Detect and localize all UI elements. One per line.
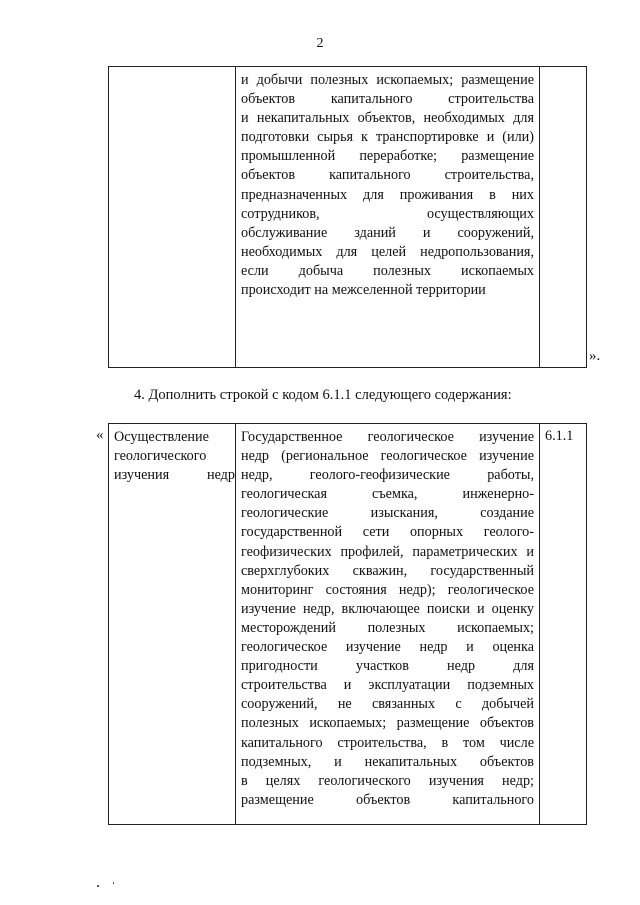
description-line: геологические изыскания, создание [241,505,534,522]
description-line: геологическое изучение недр и оценка [241,639,534,656]
activity-code-cell [540,424,587,825]
description-line: обслуживание зданий и сооружений, [241,224,534,241]
description-line: недр, геолого-геофизические работы, [241,467,534,484]
description-line: государственной сети опорных геолого- [241,524,534,541]
description-line: сотрудников, осуществляющих [241,205,534,222]
description-line: если добыча полезных ископаемых [241,262,534,279]
description-line: размещение объектов капитального [241,791,534,808]
name-line: Осуществление [114,429,209,445]
opening-quote-mark: « [96,427,104,443]
classifier-table-new-row [108,423,587,825]
name-line: изучения недр [114,467,235,484]
description-line: и добычи полезных ископаемых; размещение [241,72,534,88]
description-line: и некапитальных объектов, необходимых для [241,110,534,127]
activity-description [236,67,539,300]
description-line: геофизических профилей, параметрических и [241,543,534,560]
description-line: в целях геологического изучения недр; [241,772,534,789]
description-line: геологическая съемка, инженерно- [241,486,534,503]
table-row [109,67,587,368]
page-number: 2 [316,36,324,51]
description-line: подготовки сырья к транспортировке и (или) [241,129,534,146]
description-line: полезных ископаемых; размещение объектов [241,715,534,732]
description-line: изучение недр, включающее поиски и оценку [241,600,534,617]
description-line: месторождений полезных ископаемых; [241,619,534,636]
activity-code-cell [540,67,587,368]
activity-description [236,424,539,810]
description-line: строительства и эксплуатации подземных [241,677,534,694]
description-line: сверхглубоких скважин, государственный [241,562,534,579]
activity-description-cell [236,67,540,368]
activity-code: 6.1.1 [545,428,574,444]
amendment-instruction: 4. Дополнить строкой с кодом 6.1.1 следующего содержания: [134,387,512,403]
name-line: геологического [114,448,207,465]
scan-speck [113,882,114,884]
description-line: предназначенных для проживания в них [241,186,534,203]
description-line: объектов капитального строительства [241,91,534,108]
table-row [109,424,587,825]
description-line: объектов капитального строительства, [241,167,534,184]
description-line: недр (региональное геологическое изучение [241,448,534,465]
description-line: сооружений, не связанных с добычей [241,696,534,713]
closing-quote-mark: ». [589,348,601,364]
description-line: капитального строительства, в том числе [241,734,534,751]
activity-name [109,424,235,485]
activity-name-cell [109,424,236,825]
description-line: происходит на межселенной территории [241,282,486,299]
scan-speck [97,885,99,887]
description-line: мониторинг состояния недр); геологическое [241,581,534,598]
activity-description-cell [236,424,540,825]
description-line: необходимых для целей недропользования, [241,243,534,260]
description-line: промышленной переработке; размещение [241,148,534,165]
description-line: подземных, и некапитальных объектов [241,753,534,770]
description-line: пригодности участков недр для [241,658,534,675]
description-line: Государственное геологическое изучение [241,429,534,445]
activity-name-cell [109,67,236,368]
classifier-table-continued [108,66,587,368]
